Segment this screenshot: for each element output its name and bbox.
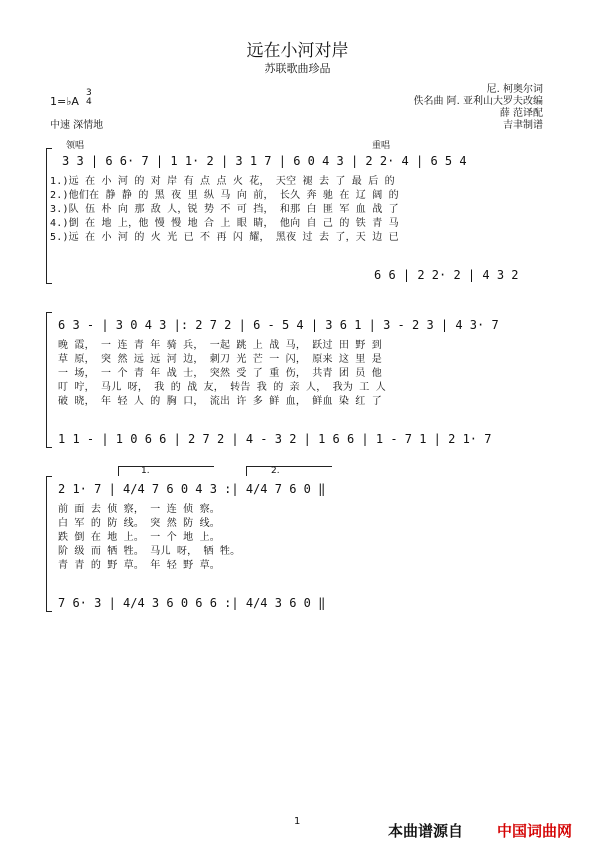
system-2-lyric-verse-2: 草 原， 突 然 远 远 河 边， 刺刀 光 芒 一 闪， 原来 这 里 是 (58, 354, 382, 365)
system-3-brace (46, 476, 52, 612)
footer-source-text: 本曲谱源自 (388, 822, 464, 840)
song-title: 远在小河对岸 (246, 41, 349, 61)
page-number: 1 (294, 816, 301, 827)
footer-site-link[interactable]: 中国词曲网 (497, 822, 573, 840)
system-1-lyric-verse-5: 5.)远 在 小 河 的 火 光 已 不 再 闪 耀， 黑夜 过 去 了，天 边 已 (50, 232, 399, 243)
system-2-melody: 6 3 - | 3 0 4 3 |: 2 7 2 | 6 - 5 4 | 3 6 1 | 3 - 2 3 | 4 3· 7 (58, 318, 499, 332)
system-3-lyric-verse-4: 阶 级 而 牺 牲。 马儿 呀， 牺 牲。 (58, 546, 241, 557)
system-2-lyric-verse-4: 叮 咛， 马儿 呀， 我 的 战 友， 转告 我 的 亲 人， 我为 工 人 (58, 382, 386, 393)
volta-1-label: 1. (141, 466, 150, 476)
system-2-harmony: 1 1 - | 1 0 6 6 | 2 7 2 | 4 - 3 2 | 1 6 6 | 1 - 7 1 | 2 1· 7 (58, 432, 492, 446)
tempo-marking: 中速 深情地 (50, 120, 104, 131)
song-subtitle: 苏联歌曲珍品 (264, 62, 331, 75)
system-1-harmony: 6 6 | 2 2· 2 | 4 3 2 (374, 268, 519, 282)
volta-1-bracket (118, 466, 214, 467)
volta-2-bracket-start (246, 466, 247, 476)
translator-credit: 薛 范译配 (499, 108, 543, 119)
system-3-melody: 2 1· 7 | 4/4 7 6 0 4 3 :| 4/4 7 6 0 ‖ (58, 482, 326, 496)
lyricist-credit: 尼. 柯奥尔词 (486, 84, 543, 95)
system-2-brace (46, 312, 52, 448)
chorus-mark: 重唱 (372, 141, 391, 151)
system-3-lyric-verse-2: 白 军 的 防 线。 突 然 防 线。 (58, 518, 220, 529)
system-3-lyric-verse-3: 跌 倒 在 地 上。 一 个 地 上。 (58, 532, 220, 543)
time-signature (86, 89, 92, 107)
system-1-lyric-verse-4: 4.)倒 在 地 上，他 慢 慢 地 合 上 眼 睛， 他向 自 己 的 铁 青 马 (50, 218, 399, 229)
system-3-lyric-verse-5: 青 青 的 野 草。 年 轻 野 草。 (58, 560, 220, 571)
volta-2-label: 2. (271, 466, 280, 476)
engraver-credit: 吉聿制谱 (503, 120, 543, 131)
time-signature-top: 3 (86, 88, 92, 98)
system-2-lyric-verse-3: 一 场， 一 个 青 年 战 士， 突然 受 了 重 伤， 共青 团 员 他 (58, 368, 382, 379)
system-1-lyric-verse-2: 2.)他们在 静 静 的 黑 夜 里 纵 马 向 前， 长久 奔 驰 在 辽 阔 的 (50, 190, 399, 201)
composer-credit: 佚名曲 阿. 亚利山大罗夫改编 (413, 96, 543, 107)
time-signature-bottom: 4 (86, 97, 92, 107)
key-signature: 1=♭A (50, 95, 79, 108)
system-1-melody: 3 3 | 6 6· 7 | 1 1· 2 | 3 1 7 | 6 0 4 3 | 2 2· 4 | 6 5 4 (62, 154, 467, 168)
system-1-lyric-verse-1: 1.)远 在 小 河 的 对 岸 有 点 点 火 花， 天空 褪 去 了 最 后 的 (50, 176, 395, 187)
lead-vocal-mark: 领唱 (66, 141, 85, 151)
system-3-lyric-verse-1: 前 面 去 侦 察， 一 连 侦 察。 (58, 504, 220, 515)
system-2-lyric-verse-5: 破 晓， 年 轻 人 的 胸 口， 流出 许 多 鲜 血， 鲜血 染 红 了 (58, 396, 382, 407)
system-2-lyric-verse-1: 晚 霞， 一 连 青 年 骑 兵， 一起 跳 上 战 马， 跃过 田 野 到 (58, 340, 382, 351)
volta-1-bracket-start (118, 466, 119, 476)
volta-2-bracket (246, 466, 332, 467)
system-1-lyric-verse-3: 3.)队 伍 朴 向 那 敌 人，锐 势 不 可 挡， 和那 白 匪 军 血 战 了 (50, 204, 399, 215)
system-3-harmony: 7 6· 3 | 4/4 3 6 0 6 6 :| 4/4 3 6 0 ‖ (58, 596, 326, 610)
